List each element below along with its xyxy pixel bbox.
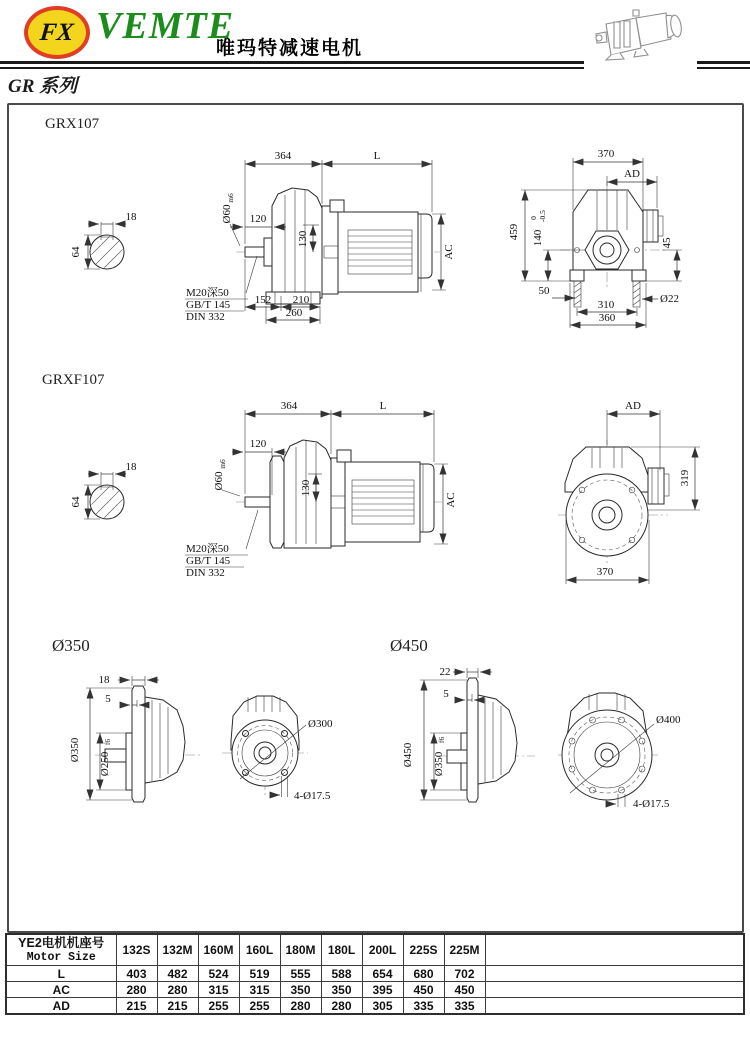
std2-note: DIN 332 — [186, 567, 225, 579]
row-label: AC — [6, 982, 116, 998]
dim-key: 22 — [439, 666, 451, 678]
flange450-side-view — [402, 666, 535, 802]
table-header-row — [6, 934, 744, 966]
dim-outer: Ø350 — [69, 737, 81, 763]
col-header: 132S — [116, 934, 157, 966]
dim-152: 152 — [254, 294, 272, 306]
empty-cell — [485, 982, 744, 998]
cell: 524 — [198, 966, 239, 982]
section-title-grx107: GRX107 — [45, 116, 100, 132]
table-header-cn: YE2电机机座号 — [18, 936, 105, 950]
cell: 450 — [444, 982, 485, 998]
dim-outer: Ø450 — [402, 742, 414, 768]
cell: 519 — [239, 966, 280, 982]
dim-319: 319 — [679, 469, 691, 487]
dim-364: 364 — [274, 150, 292, 162]
dim-370: 370 — [597, 148, 615, 160]
flange350-front-view — [222, 696, 333, 802]
dim-120: 120 — [249, 438, 267, 450]
dim-120: 120 — [249, 213, 267, 225]
dim-360: 360 — [598, 312, 616, 324]
dim-bolt-dia: Ø22 — [660, 293, 679, 305]
cell: 654 — [362, 966, 403, 982]
cell: 255 — [198, 998, 239, 1015]
cell: 215 — [157, 998, 198, 1015]
col-header: 225S — [403, 934, 444, 966]
dim-370: 370 — [596, 566, 614, 578]
header-rule-left-bottom — [0, 67, 584, 69]
cell: 395 — [362, 982, 403, 998]
cell: 280 — [321, 998, 362, 1015]
cell: 588 — [321, 966, 362, 982]
tap-note: M20深50 — [186, 543, 229, 555]
dim-50: 50 — [538, 285, 550, 297]
cell: 315 — [198, 982, 239, 998]
dim-5: 5 — [105, 693, 111, 705]
empty-cell — [485, 966, 744, 982]
dim-shaft-dia: Ø60 — [221, 204, 233, 224]
dim-key-width: 18 — [125, 211, 137, 223]
brand-name: VEMTE — [96, 5, 235, 47]
cell: 280 — [157, 982, 198, 998]
cell: 335 — [444, 998, 485, 1015]
dim-45: 45 — [661, 237, 673, 249]
cell: 680 — [403, 966, 444, 982]
dim-L: L — [373, 150, 381, 162]
dim-AD: AD — [624, 168, 640, 180]
dim-pilot: Ø250 — [99, 751, 111, 777]
dim-L: L — [379, 400, 387, 412]
header-rule-right-top — [697, 61, 750, 64]
section-title-flange450: Ø450 — [390, 636, 428, 655]
cell: 255 — [239, 998, 280, 1015]
empty-cell — [485, 934, 744, 966]
dim-130: 130 — [300, 479, 312, 497]
gearmotor-art — [586, 2, 698, 66]
dim-260: 260 — [285, 307, 303, 319]
dim-pilot-tol: f6 — [437, 736, 446, 744]
cell: 280 — [280, 998, 321, 1015]
col-header: 200L — [362, 934, 403, 966]
table-row — [6, 966, 744, 982]
col-header: 180L — [321, 934, 362, 966]
motor-size-table — [5, 933, 745, 1015]
section-title-grxf107: GRXF107 — [42, 372, 105, 388]
cell: 450 — [403, 982, 444, 998]
flange-options-drawing — [0, 655, 750, 820]
dim-key-width: 18 — [125, 461, 137, 473]
section-title-flange350: Ø350 — [52, 636, 90, 655]
dim-pilot: Ø350 — [433, 751, 445, 777]
dim-pilot-tol: f6 — [103, 738, 112, 746]
dim-bolt-circle: Ø400 — [656, 714, 681, 726]
col-header: 160L — [239, 934, 280, 966]
dim-AC: AC — [445, 492, 457, 508]
header-rule-right-bottom — [697, 67, 750, 69]
dim-holes: 4-Ø17.5 — [294, 790, 331, 802]
dim-shaft-dia: Ø60 — [213, 471, 225, 491]
dim-364: 364 — [280, 400, 298, 412]
dim-shaft-height: 64 — [70, 496, 82, 508]
grx107-shaft-section — [70, 211, 142, 282]
cell: 305 — [362, 998, 403, 1015]
dim-holes: 4-Ø17.5 — [633, 798, 670, 810]
col-header: 132M — [157, 934, 198, 966]
table-header-en: Motor Size — [26, 951, 96, 964]
dim-310: 310 — [597, 299, 615, 311]
cell: 335 — [403, 998, 444, 1015]
grxf107-end-view — [558, 400, 700, 584]
brand-logo — [24, 6, 90, 59]
series-title: GR 系列 — [8, 76, 78, 97]
dim-5: 5 — [443, 688, 449, 700]
logo-monogram: FX — [38, 18, 76, 46]
dim-bolt-circle: Ø300 — [308, 718, 333, 730]
table-corner-cell — [6, 934, 116, 966]
dim-shaft-tol: m6 — [218, 459, 227, 469]
grx107-end-view — [508, 148, 682, 328]
cell: 482 — [157, 966, 198, 982]
col-header: 180M — [280, 934, 321, 966]
dim-key: 18 — [98, 674, 110, 686]
tap-note: M20深50 — [186, 287, 229, 299]
col-header: 160M — [198, 934, 239, 966]
cell: 702 — [444, 966, 485, 982]
std2-note: DIN 332 — [186, 311, 225, 323]
cell: 280 — [116, 982, 157, 998]
grxf107-shaft-section — [70, 461, 142, 532]
dim-shaft-tol: m6 — [226, 193, 235, 203]
grx107-drawing — [0, 135, 750, 347]
dim-459: 459 — [508, 223, 520, 241]
dim-140: 140 — [532, 229, 544, 247]
empty-cell — [485, 998, 744, 1015]
dim-AC: AC — [443, 244, 455, 260]
header-rule-left-top — [0, 61, 584, 64]
cell: 403 — [116, 966, 157, 982]
dim-140-tol-lo: -0.5 — [538, 210, 547, 222]
dim-shaft-height: 64 — [70, 246, 82, 258]
cell: 350 — [321, 982, 362, 998]
table-row — [6, 982, 744, 998]
std1-note: GB/T 145 — [186, 555, 231, 567]
grx107-side-view — [185, 150, 455, 324]
col-header: 225M — [444, 934, 485, 966]
cell: 215 — [116, 998, 157, 1015]
flange450-front-view — [558, 693, 681, 810]
dim-140-tol-hi: 0 — [529, 216, 538, 220]
std1-note: GB/T 145 — [186, 299, 231, 311]
cell: 315 — [239, 982, 280, 998]
cell: 555 — [280, 966, 321, 982]
grxf107-drawing — [0, 390, 750, 602]
table-row — [6, 998, 744, 1015]
cell: 350 — [280, 982, 321, 998]
grxf107-side-view — [185, 400, 457, 579]
row-label: L — [6, 966, 116, 982]
brand-name-chinese: 唯玛特减速电机 — [216, 38, 364, 59]
row-label: AD — [6, 998, 116, 1015]
dim-130: 130 — [297, 230, 309, 248]
dim-AD: AD — [625, 400, 641, 412]
flange350-side-view — [69, 674, 200, 802]
dim-210: 210 — [292, 294, 310, 306]
